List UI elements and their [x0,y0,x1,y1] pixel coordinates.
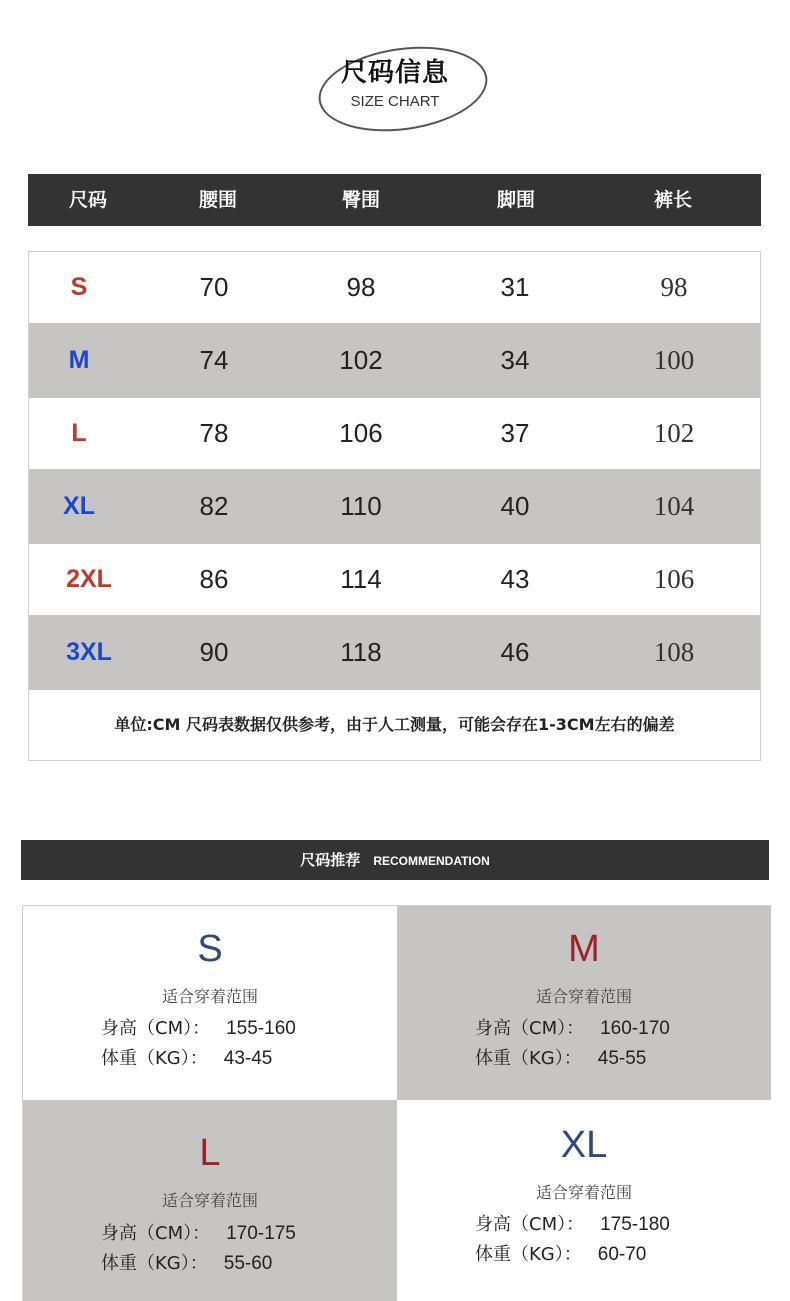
title-chinese: 尺码信息 [340,58,449,88]
hip-value: 118 [340,637,382,667]
waist-value: 70 [199,272,229,302]
size-label: S [70,273,88,301]
weight-value: 45-55 [597,1048,647,1069]
table-row [29,323,760,398]
foot-value: 46 [500,637,530,667]
card-height-line [101,1014,296,1040]
weight-label: 体重（KG）： [475,1244,582,1265]
table-row [29,469,760,544]
recommendation-card-m [397,906,771,1100]
waist-value: 74 [199,345,229,375]
weight-label: 体重（KG）： [475,1048,582,1069]
recommendation-card-s [23,906,397,1100]
weight-value: 43-45 [223,1048,273,1069]
card-size-letter: S [197,928,223,970]
title-english: SIZE CHART [350,93,440,110]
recommendation-grid [22,905,771,1301]
recommendation-card-xl [397,1100,771,1301]
card-range-label: 适合穿着范围 [161,987,258,1006]
column-header-size: 尺码 [68,189,107,211]
card-weight-line [101,1249,272,1275]
length-value: 100 [653,345,695,375]
size-label: 2XL [66,565,112,593]
card-size-letter: M [568,928,600,970]
hip-value: 106 [339,418,383,448]
size-label: L [71,419,87,447]
height-value: 170-175 [226,1223,296,1244]
height-label: 身高（CM）： [101,1018,211,1039]
card-height-line [475,1014,670,1040]
length-value: 102 [653,418,695,448]
height-label: 身高（CM）： [475,1214,585,1235]
length-value: 108 [653,637,695,667]
card-weight-line [101,1044,272,1070]
weight-value: 55-60 [223,1253,273,1274]
column-header-waist: 腰围 [198,189,237,211]
weight-label: 体重（KG）： [101,1253,208,1274]
table-row [29,398,760,469]
hip-value: 114 [340,564,382,594]
size-label: 3XL [66,638,112,666]
foot-value: 43 [500,564,530,594]
waist-value: 78 [199,418,229,448]
card-weight-line [475,1044,646,1070]
recommendation-title-chinese: 尺码推荐 [300,851,361,869]
card-range-label: 适合穿着范围 [161,1191,258,1210]
hip-value: 102 [339,345,383,375]
size-label: M [68,346,90,374]
size-table-header [28,174,761,226]
card-height-line [101,1219,296,1245]
recommendation-card-l [23,1100,397,1301]
waist-value: 86 [199,564,229,594]
measurement-note: 单位:CM 尺码表数据仅供参考，由于人工测量，可能会存在1-3CM左右的偏差 [114,715,675,734]
card-range-label: 适合穿着范围 [535,1183,632,1202]
card-size-letter: XL [560,1124,608,1166]
card-height-line [475,1210,670,1236]
height-value: 155-160 [226,1018,296,1039]
size-table-body [28,251,761,761]
hip-value: 110 [340,491,382,521]
recommendation-header [21,840,769,880]
card-size-letter: L [199,1132,221,1174]
size-label: XL [63,492,95,520]
length-value: 104 [653,491,695,521]
table-row [29,252,760,323]
height-value: 160-170 [600,1018,670,1039]
weight-label: 体重（KG）： [101,1048,208,1069]
size-chart-title [0,0,790,150]
foot-value: 34 [500,345,530,375]
card-weight-line [475,1240,646,1266]
column-header-foot: 脚围 [496,189,535,211]
waist-value: 82 [199,491,229,521]
hip-value: 98 [346,272,376,302]
length-value: 106 [653,564,695,594]
table-row [29,615,760,690]
length-value: 98 [660,272,688,302]
foot-value: 40 [500,491,530,521]
column-header-hip: 臀围 [341,189,380,211]
foot-value: 37 [500,418,530,448]
height-value: 175-180 [600,1214,670,1235]
table-row [29,544,760,615]
column-header-length: 裤长 [653,189,692,211]
foot-value: 31 [500,272,530,302]
card-range-label: 适合穿着范围 [535,987,632,1006]
height-label: 身高（CM）： [101,1223,211,1244]
waist-value: 90 [199,637,229,667]
weight-value: 60-70 [597,1244,647,1265]
recommendation-title-english: RECOMMENDATION [373,854,490,868]
height-label: 身高（CM）： [475,1018,585,1039]
